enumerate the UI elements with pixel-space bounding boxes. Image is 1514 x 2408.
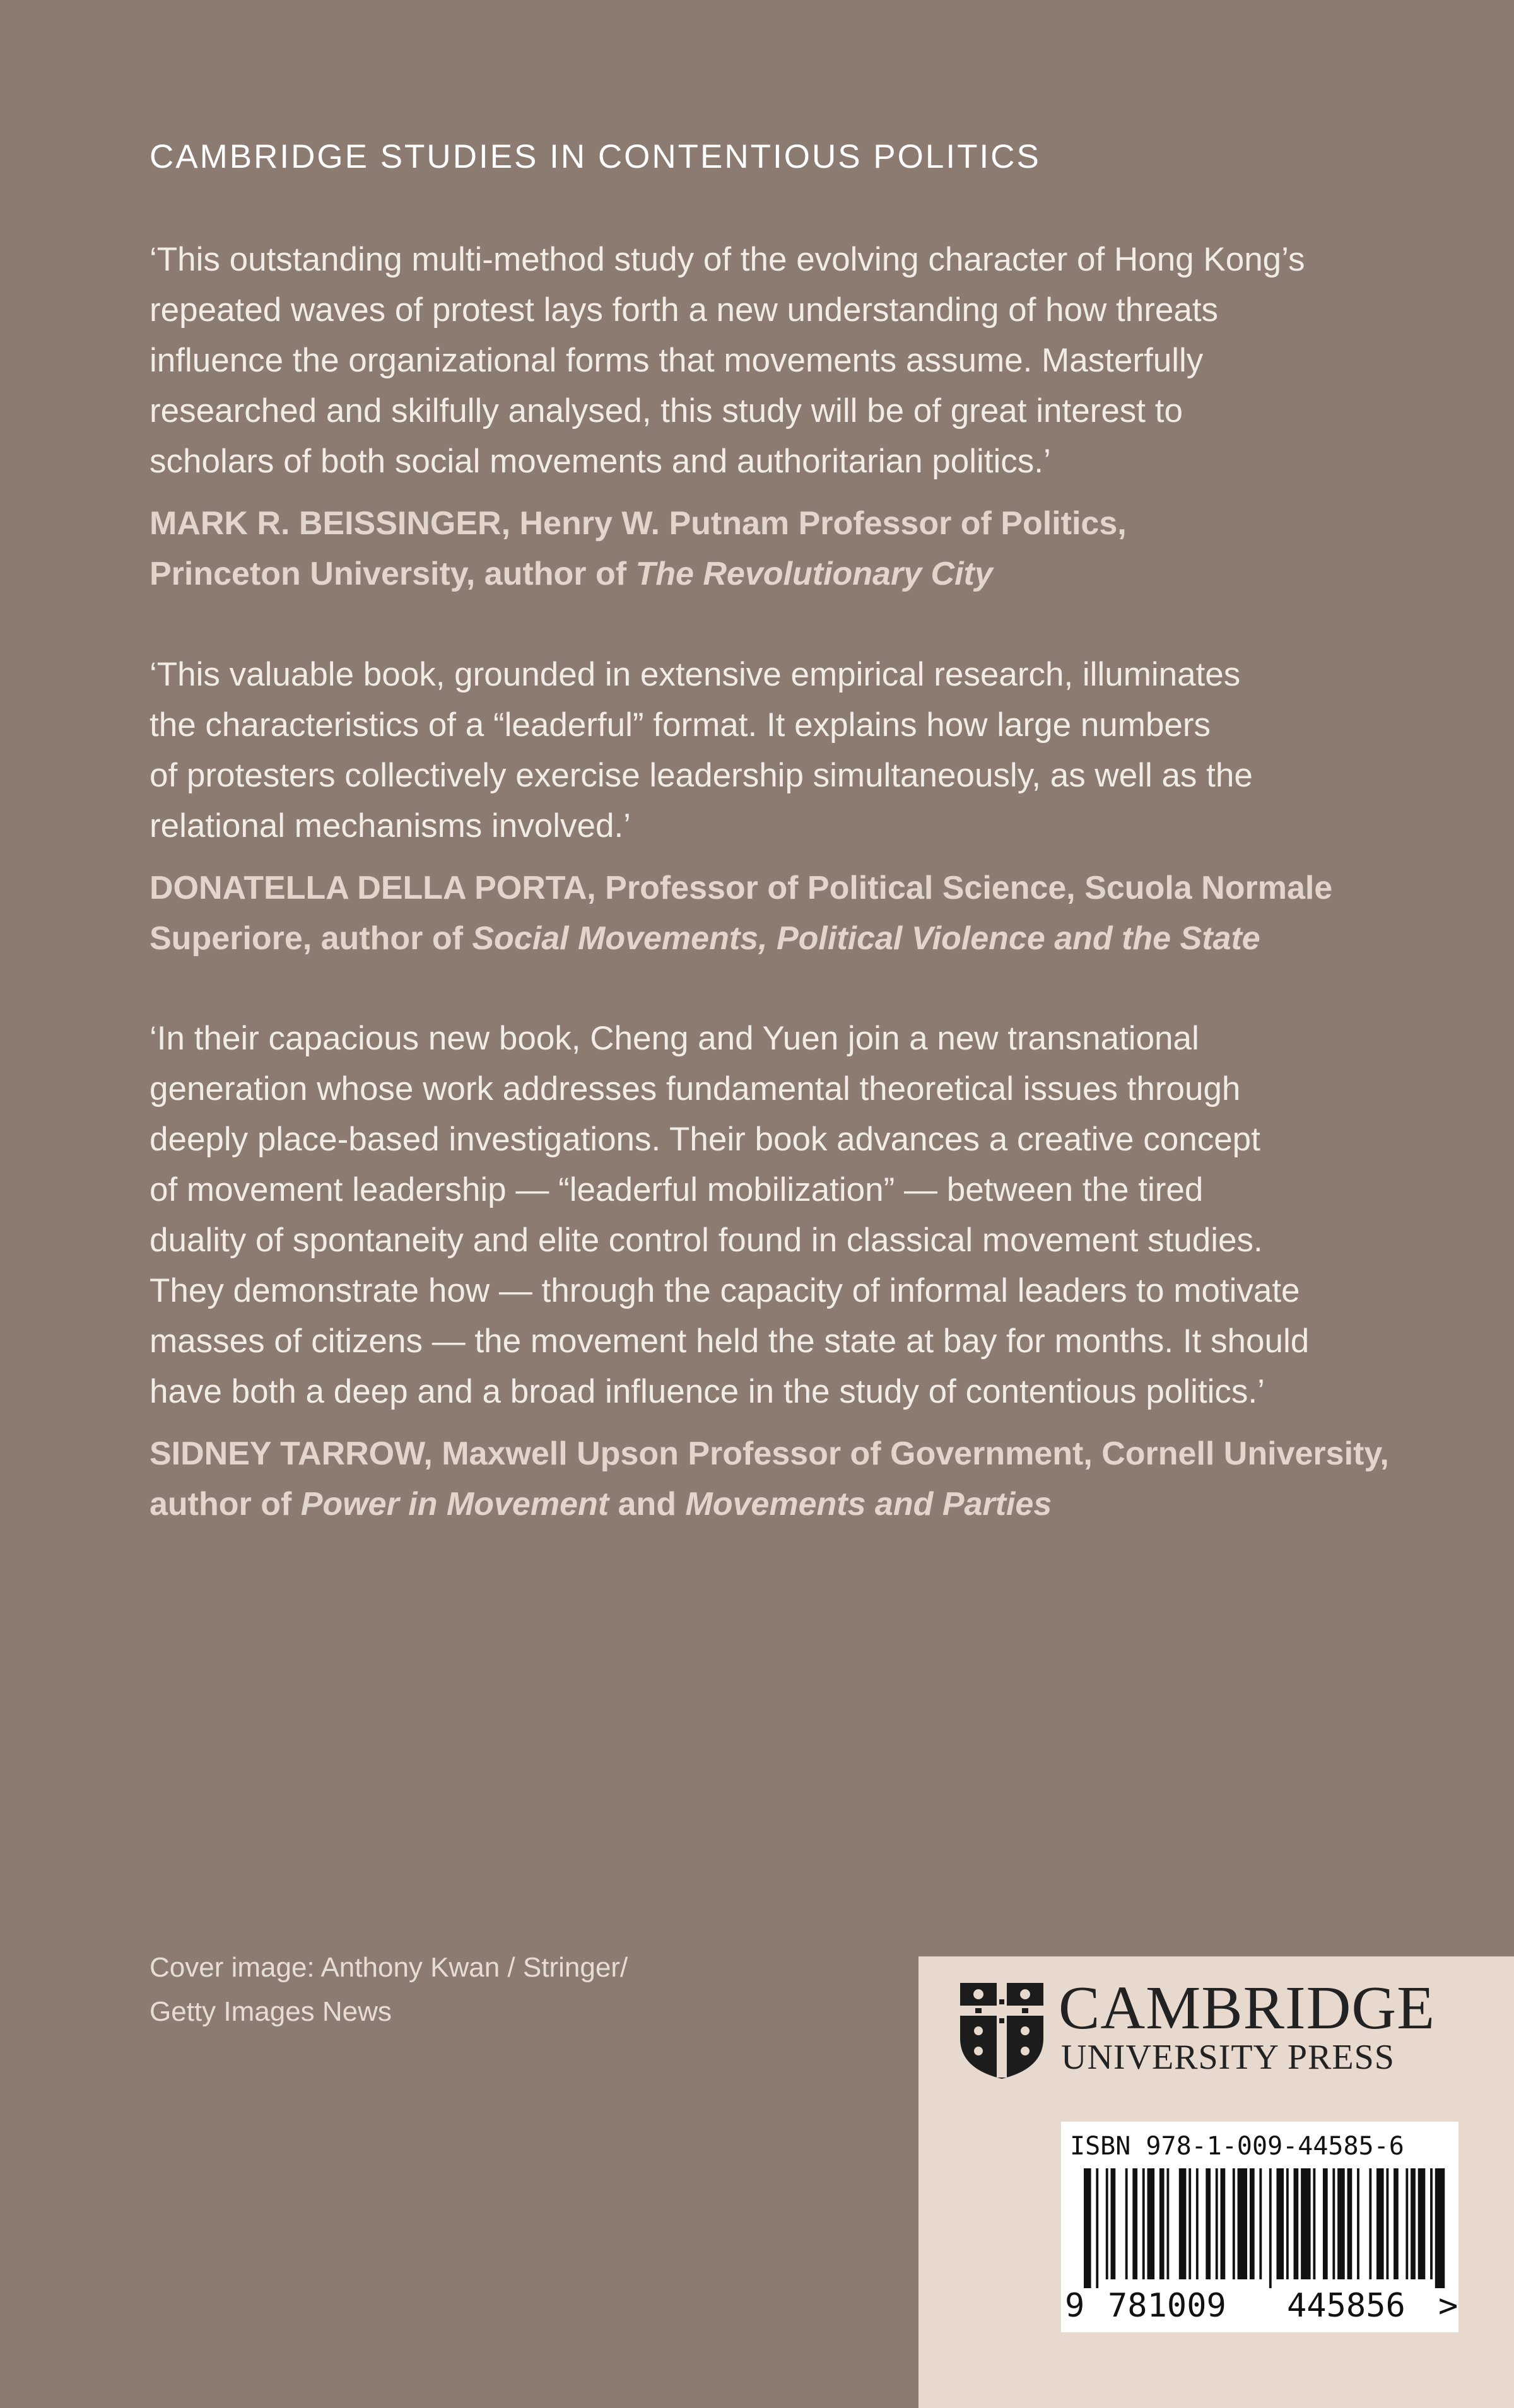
endorser-work-title: Social Movements, Political Violence and the State: [472, 920, 1260, 957]
barcode-digits-left: 781009: [1108, 2287, 1226, 2325]
endorser-role: , Professor of Political Science, Scuola Normale: [587, 870, 1333, 906]
blurb-beissinger: [150, 235, 1417, 599]
credit-line-2: Getty Images News: [150, 1996, 392, 2027]
cambridge-crest-icon: [958, 1980, 1046, 2081]
barcode-quiet-mark: >: [1438, 2287, 1458, 2325]
blurb-quote: ‘This valuable book, grounded in extensive empirical research, illuminates the characteristics of a “leaderful” format. It explains how large numbers of protesters collectively exercise leadership simultaneously, as well as the relational mechanisms involved.’: [150, 656, 1253, 845]
publisher-subname: UNIVERSITY PRESS: [1061, 2038, 1395, 2077]
endorser-role: , Maxwell Upson Professor of Government, Cornell University,: [423, 1435, 1389, 1472]
cover-image-credit: [150, 1946, 628, 2034]
endorser-name: MARK R. BEISSINGER: [150, 505, 502, 542]
endorser-affiliation: author of: [150, 1486, 301, 1523]
blurb-tarrow: [150, 1014, 1417, 1529]
series-title: CAMBRIDGE STUDIES IN CONTENTIOUS POLITICS: [150, 138, 1041, 175]
credit-line-1: Cover image: Anthony Kwan / Stringer/: [150, 1952, 628, 1983]
endorser-work-title: Power in Movement: [300, 1486, 609, 1523]
endorser-role: , Henry W. Putnam Professor of Politics,: [501, 505, 1127, 542]
blurb-quote: ‘In their capacious new book, Cheng and Yuen join a new transnational generation whose work addresses fundamental theoretical issues through deeply place-based investigations. Their book advances a creative concept of movement leadership — “leaderful mobilization” — between the tired duality of spontaneity and elite control found in classical movement studies. They demonstrate how — through the capacity of informal leaders to motivate masses of citizens — the movement held the state at bay for months. It should have both a deep and a broad influence in the study of contentious politics.’: [150, 1020, 1310, 1410]
publisher-name: CAMBRIDGE: [1059, 1974, 1436, 2042]
barcode-digit-first: 9: [1065, 2287, 1085, 2325]
endorser-affiliation: Princeton University, author of: [150, 556, 636, 592]
endorser-name: SIDNEY TARROW: [150, 1435, 424, 1472]
blurb-attribution: [150, 863, 1417, 964]
endorser-work-title: The Revolutionary City: [635, 556, 993, 592]
blurb-attribution: [150, 498, 1417, 599]
blurb-attribution: [150, 1429, 1417, 1529]
endorser-work-title: Movements and Parties: [685, 1486, 1052, 1523]
endorser-affiliation: Superiore, author of: [150, 920, 472, 957]
isbn-label: ISBN 978-1-009-44585-6: [1070, 2132, 1404, 2161]
isbn-barcode: [1061, 2122, 1458, 2332]
endorser-name: DONATELLA DELLA PORTA: [150, 870, 587, 906]
publisher-panel: [918, 1956, 1514, 2408]
blurb-della-porta: [150, 650, 1417, 964]
barcode-digits-right: 445856: [1287, 2287, 1405, 2325]
works-joiner: and: [609, 1486, 686, 1523]
blurb-quote: ‘This outstanding multi-method study of the evolving character of Hong Kong’s repeated waves of protest lays forth a new understanding of how threats influence the organizational forms that movements assume. Masterfully researched and skilfully analysed, this study will be of great interest to scholars of both social movements and authoritarian politics.’: [150, 241, 1305, 480]
barcode-bars-icon: [1084, 2168, 1450, 2288]
